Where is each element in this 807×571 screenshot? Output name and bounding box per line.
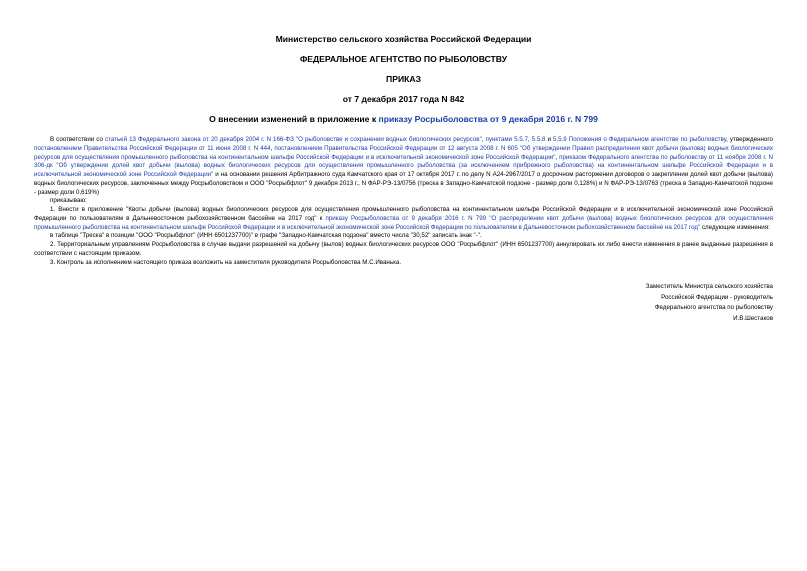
preamble-text: В соответствии со	[50, 136, 105, 143]
preamble-text: и на основании решения Арбитражного суда Камчатского края от 17 октября 2017 г. по делу N А24-2967/2017 о досрочном расторжении договоров о закреплении долей квот добычи (вылова) водных биологических ресурсов, заключенных между Росрыболовством и ООО "Росрыбфлот" 9 декабря 2013 г., N ФАР-РЭ-13/0756 (треска в Западно-Камчатской подзоне - размер доли 0,128%) и N ФАР-РЭ-13/0763 (треска в Западно-Камчатской подзоне - размер доли 0,619%)	[34, 171, 773, 196]
preamble-text: , утвержденного	[726, 136, 773, 143]
item-1-text: следующие изменения:	[700, 223, 770, 231]
preamble-text: ,	[270, 144, 275, 152]
document-page	[34, 34, 773, 267]
doc-title-text: О внесении изменений в приложение к	[209, 114, 379, 124]
clauses-link[interactable]: пунктами 5.5.7, 5.5.8	[485, 136, 546, 143]
signature-line: Российской Федерации - руководитель	[661, 293, 773, 301]
doc-title	[34, 114, 773, 124]
doc-date: от 7 декабря 2017 года N 842	[342, 94, 465, 104]
law-link[interactable]: статьей 13 Федерального закона от 20 декабря 2004 г. N 166-ФЗ "О рыболовстве и сохранении водных биологических ресурсов"	[104, 136, 482, 143]
item-3-paragraph: 3. Контроль за исполнением настоящего приказа возложить на заместителя руководителя Росрыболовства М.С.Иванька.	[50, 258, 402, 266]
preamble-paragraph	[34, 136, 773, 197]
doc-type-heading: ПРИКАЗ	[386, 74, 421, 84]
item-2-paragraph: 2. Территориальным управлениям Росрыболовства в случае выдачи разрешений на добычу (вылов) водных биологических ресурсов ООО "Росрыбфлот" (ИНН 6501237700) аннулировать их либо внести изменения в ранее выданные разрешения в соответствии с настоящим приказом.	[34, 241, 773, 257]
document-body	[34, 136, 773, 267]
item-1-text: 1. Внести в приложение "Квоты добычи (вылова) водных биологических ресурсов для осуществления промышленного рыболовства на континентальном шельфе Российской Федерации и в исключительной экономической зоне Российской Федерации по пользователям в Дальневосточном рыбохозяйственном бассейне на 2017 год" к	[34, 206, 773, 222]
agency-heading: ФЕДЕРАЛЬНОЕ АГЕНТСТВО ПО РЫБОЛОВСТВУ	[299, 54, 508, 64]
preamble-text: и	[545, 136, 553, 143]
preamble-text: ,	[555, 153, 560, 161]
order-799-link[interactable]: приказу Росрыболовства от 9 декабря 2016 г. N 799 "О распределении квот добычи (вылова) водных биологических ресурсов для осуществления промышленного рыболовства на континентальном шельфе Российской Федерации и в исключительной экономической зоне Российской Федерации по пользователям в Дальневосточном рыбохозяйственном бассейне на 2017 год"	[34, 214, 773, 231]
resolution-444-link[interactable]: постановлением Правительства Российской Федерации от 11 июня 2008 г. N 444	[34, 144, 271, 152]
ministry-heading: Министерство сельского хозяйства Российской Федерации	[275, 34, 532, 44]
resolution-605-link[interactable]: постановлением Правительства Российской Федерации от 12 августа 2008 г. N 605 "Об утверждении Правил распределения квот добычи (вылова) водных биологических ресурсов для осуществления промышленного рыболовства на континентальном шельфе Российской Федерации и в исключительной экономической зоне Российской Федерации"	[34, 144, 773, 161]
item-1-table-change: в таблице "Треска" в позиции "ООО "Росрыбфлот" (ИНН 6501237700)" в графе "Западно-Камчатская подзона" вместо числа "30,52" записать знак "-".	[50, 232, 482, 240]
preamble-text: ,	[481, 136, 486, 143]
regulation-link[interactable]: 5.5.9 Положения о Федеральном агентстве по рыболовству	[552, 136, 727, 143]
signature-line: Федерального агентства по рыболовству	[654, 304, 773, 311]
order-306-link[interactable]: приказом Федерального агентства по рыболовству от 11 ноября 2008 г. N 306-дк "Об утверждении долей квот добычи (вылова) водных биологических ресурсов для осуществления промышленного рыболовства (за исключением прибрежного рыболовства) на континентальном шельфе Российской Федерации и в исключительной экономической зоне Российской Федерации"	[34, 153, 773, 178]
doc-title-link[interactable]: приказу Росрыболовства от 9 декабря 2016 г. N 799	[378, 114, 598, 124]
signatory-name: И.В.Шестаков	[733, 314, 773, 322]
order-word: приказываю:	[50, 197, 87, 205]
item-1-paragraph	[34, 206, 773, 232]
signature-block	[646, 282, 773, 324]
signature-line: Заместитель Министра сельского хозяйства	[645, 283, 773, 290]
